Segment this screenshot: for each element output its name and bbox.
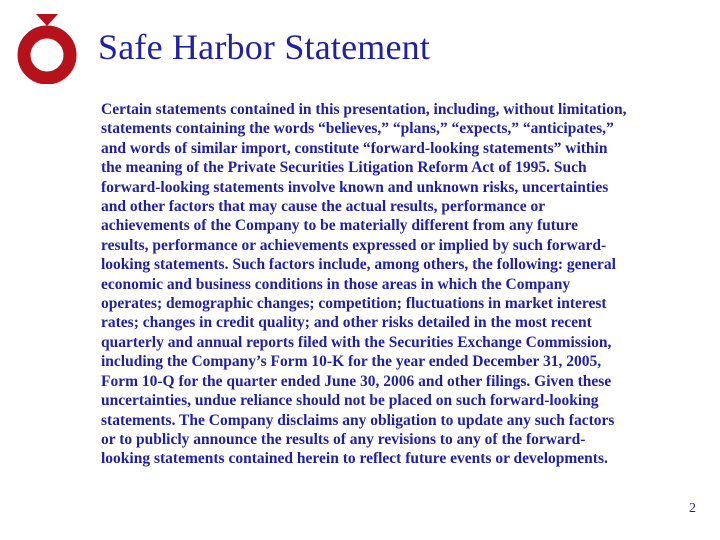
paragraph-line: including the Company’s Form 10-K for the year ended December 31, 2005, <box>101 353 602 371</box>
paragraph-line: statements. The Company disclaims any obligation to update any such factors <box>101 411 615 429</box>
paragraph-line: rates; changes in credit quality; and other risks detailed in the most recent <box>101 314 592 332</box>
paragraph-line: economic and business conditions in those areas in which the Company <box>101 275 571 293</box>
paragraph-line: forward-looking statements involve known and unknown risks, uncertainties <box>101 178 609 196</box>
paragraph-line: the meaning of the Private Securities Litigation Reform Act of 1995. Such <box>101 159 587 177</box>
paragraph-line: Form 10-Q for the quarter ended June 30, 2006 and other filings. Given these <box>101 372 612 390</box>
paragraph-line: and other factors that may cause the actual results, performance or <box>101 198 546 216</box>
paragraph-line: uncertainties, undue reliance should not be placed on such forward-looking <box>101 392 599 410</box>
paragraph-line: looking statements. Such factors include, among others, the following: general <box>101 256 616 274</box>
paragraph-line: or to publicly announce the results of any revisions to any of the forward- <box>101 430 586 448</box>
paragraph-line: statements containing the words “believes,” “plans,” “expects,” “anticipates,” <box>101 120 614 138</box>
paragraph-line: quarterly and annual reports filed with the Securities Exchange Commission, <box>101 333 612 351</box>
paragraph-line: achievements of the Company to be materially different from any future <box>101 217 578 235</box>
paragraph-line: operates; demographic changes; competition; fluctuations in market interest <box>101 295 607 313</box>
company-logo <box>16 14 78 84</box>
paragraph-line: and words of similar import, constitute “forward-looking statements” within <box>101 139 608 157</box>
paragraph-line: looking statements contained herein to reflect future events or developments. <box>101 450 608 468</box>
paragraph-line: Certain statements contained in this presentation, including, without limitation, <box>101 101 627 118</box>
page-title: Safe Harbor Statement <box>98 27 431 67</box>
page-number: 2 <box>689 501 696 516</box>
safe-harbor-paragraph <box>101 100 681 469</box>
paragraph-line: results, performance or achievements expressed or implied by such forward- <box>101 236 607 254</box>
